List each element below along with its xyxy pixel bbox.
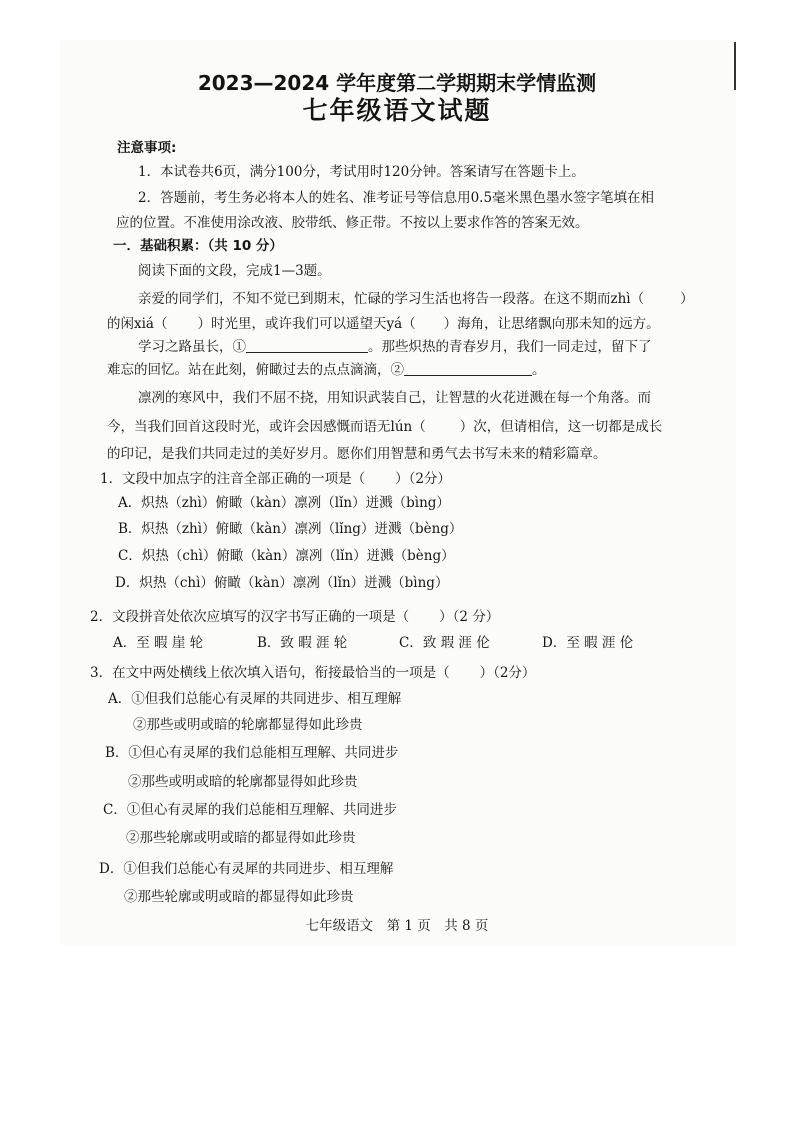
page-footer: 七年级语文 第 1 页 共 8 页 bbox=[305, 918, 489, 934]
q2-option-c: C．致 瑕 涯 伦 bbox=[399, 635, 490, 651]
notes-item-2a: 2．答题前，考生务必将本人的姓名、准考证号等信息用0.5毫米黑色墨水签字笔填在相 bbox=[138, 190, 655, 206]
q1-stem-score: ）（2分） bbox=[395, 471, 451, 487]
section1-heading: 一．基础积累：（共 10 分） bbox=[113, 238, 283, 254]
q2-options bbox=[113, 634, 633, 652]
q3-option-c-line1: C．①但心有灵犀的我们总能相互理解、共同进步 bbox=[103, 802, 397, 818]
passage-line-6-part1: 今，当我们回首这段时光，或许会因感慨而语无lún（ bbox=[107, 419, 426, 435]
q2-stem-score: ）（2 分） bbox=[439, 609, 500, 625]
q3-option-b-line1: B．①但心有灵犀的我们总能相互理解、共同进步 bbox=[105, 745, 399, 761]
q1-stem bbox=[100, 470, 451, 488]
passage-line-7: 的印记，是我们共同走过的美好岁月。愿你们用智慧和勇气去书写未来的精彩篇章。 bbox=[107, 446, 607, 462]
passage-line-3-part2: 。那些炽热的青春岁月，我们一同走过，留下了 bbox=[368, 339, 652, 355]
passage-line-6-part2: ）次，但请相信，这一切都是成长 bbox=[459, 419, 663, 435]
passage-line-4-part2: 。 bbox=[532, 362, 546, 378]
section1-intro: 阅读下面的文段，完成1—3题。 bbox=[138, 263, 331, 279]
passage-line-2-part3: ）海角，让思绪飘向那未知的远方。 bbox=[443, 316, 660, 332]
q1-option-c: C．炽热（chì）俯瞰（kàn）凛冽（lǐn）迸溅（bèng） bbox=[118, 548, 455, 564]
q3-option-a-line2: ②那些或明或暗的轮廓都显得如此珍贵 bbox=[133, 717, 363, 733]
passage-line-1 bbox=[138, 290, 694, 308]
q2-option-a: A．至 暇 崖 轮 bbox=[113, 635, 204, 651]
exam-title-line2: 七年级语文试题 bbox=[302, 96, 492, 125]
notes-item-1: 1．本试卷共6页，满分100分，考试用时120分钟。答案请写在答题卡上。 bbox=[138, 164, 585, 180]
q2-option-d: D．至 暇 涯 伦 bbox=[542, 635, 634, 651]
passage-line-2-part2: ）时光里，或许我们可以遥望天yá（ bbox=[197, 316, 416, 332]
q1-option-a: A．炽热（zhì）俯瞰（kàn）凛冽（lǐn）迸溅（bìng） bbox=[118, 495, 450, 511]
passage-line-1-text: 亲爱的同学们，不知不觉已到期末，忙碌的学习生活也将告一段落。在这不期而zhì（ bbox=[138, 291, 645, 307]
q3-stem bbox=[90, 664, 535, 682]
passage-line-3 bbox=[138, 338, 652, 356]
q3-option-c-line2: ②那些轮廓或明或暗的都显得如此珍贵 bbox=[126, 830, 356, 846]
fill-blank-1 bbox=[246, 338, 368, 353]
exam-title-line1: 2023—2024 学年度第二学期期末学情监测 bbox=[197, 71, 597, 95]
passage-line-6 bbox=[107, 418, 662, 436]
passage-line-4 bbox=[107, 361, 546, 379]
q2-stem bbox=[90, 608, 499, 626]
passage-line-2-part1: 的闲xiá（ bbox=[107, 316, 168, 332]
q3-option-d-line2: ②那些轮廓或明或暗的都显得如此珍贵 bbox=[124, 889, 354, 905]
q2-option-b: B．致 暇 涯 轮 bbox=[257, 635, 348, 651]
q3-stem-text: 3．在文中两处横线上依次填入语句，衔接最恰当的一项是（ bbox=[90, 665, 450, 681]
passage-line-3-part1: 学习之路虽长，① bbox=[138, 339, 246, 355]
passage-line-5: 凛冽的寒风中，我们不屈不挠，用知识武装自己，让智慧的火花迸溅在每一个角落。而 bbox=[138, 390, 651, 406]
q3-option-d-line1: D．①但我们总能心有灵犀的共同进步、相互理解 bbox=[99, 861, 394, 877]
passage-line-1-close: ） bbox=[680, 291, 694, 307]
passage-line-4-part1: 难忘的回忆。站在此刻，俯瞰过去的点点滴滴，② bbox=[107, 362, 404, 378]
notes-heading: 注意事项: bbox=[117, 140, 177, 156]
notes-item-2b: 应的位置。不准使用涂改液、胶带纸、修正带。不按以上要求作答的答案无效。 bbox=[116, 215, 589, 231]
passage-line-2 bbox=[107, 315, 660, 333]
fill-blank-2 bbox=[404, 361, 532, 376]
q1-stem-text: 1．文段中加点字的注音全部正确的一项是（ bbox=[100, 471, 366, 487]
q3-option-a-line1: A．①但我们总能心有灵犀的共同进步、相互理解 bbox=[108, 691, 402, 707]
q2-stem-text: 2．文段拼音处依次应填写的汉字书写正确的一项是（ bbox=[90, 609, 410, 625]
q3-stem-score: ）（2分） bbox=[479, 665, 536, 681]
q1-option-d: D．炽热（chì）俯瞰（kàn）凛冽（lǐn）迸溅（bìng） bbox=[115, 575, 449, 591]
q3-option-b-line2: ②那些或明或暗的轮廓都显得如此珍贵 bbox=[128, 774, 358, 790]
q1-option-b: B．炽热（zhì）俯瞰（kàn）凛冽（lǐng）迸溅（bèng） bbox=[118, 521, 463, 537]
